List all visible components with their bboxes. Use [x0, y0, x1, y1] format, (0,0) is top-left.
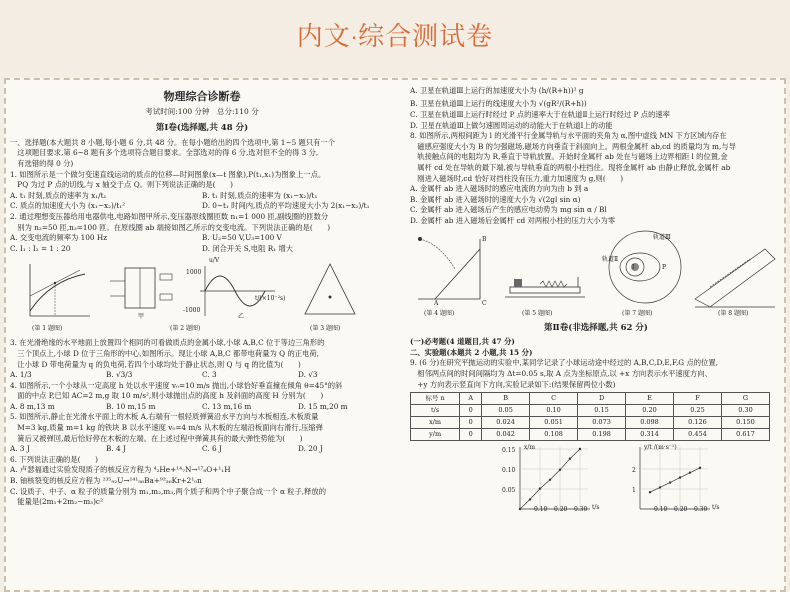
q1-options: [10, 191, 394, 202]
text-line: 属杆 cd 处在导轨的最下端,被与导轨垂直的两根小柱挡住。现将金属杆 ab 由静止释放,金属杆 ab: [410, 162, 731, 172]
option: D. √3: [298, 370, 318, 380]
table-cell: 0.098: [626, 417, 674, 429]
option: A. 8 m,13 m: [10, 401, 55, 411]
text-line: B. 铀核裂变的核反应方程为 ²³⁵₉₂U→¹⁴¹₅₆Ba+⁹²₃₆Kr+2¹₀n: [10, 476, 202, 486]
option: A. t₁ 时刻,质点的速率为 x₁/t₁: [10, 190, 107, 200]
fig-label: Ⅰ: [632, 263, 635, 271]
text-line: 轨接触点间的电阻均为 R,垂直于导轨放置。开始时金属杆 ab 处在与磁场上边界相距 l 的位置,金: [410, 152, 728, 162]
paper-title: 物理综合诊断卷: [163, 90, 241, 103]
graph2-xtick: 0.10: [654, 506, 668, 514]
table-header-cell: E: [626, 393, 674, 405]
fig-caption: (第 8 题图): [718, 309, 749, 317]
option: D. 0~t₁ 时间内,质点的平均速度大小为 2(x₁−x₂)/t₁: [202, 201, 370, 211]
table-cell: 0.051: [530, 417, 578, 429]
text-line: 这项题目要求,第 6~8 题有多个选项符合题目要求。全部选对的得 6 分,选对但不全的得 3 分,: [10, 148, 319, 158]
q1-options-2: [10, 201, 394, 212]
text-line: 簧后又被弹回,最后恰好停在木板的左端。在上述过程中弹簧具有的最大弹性势能为( ): [10, 433, 303, 443]
graph2-point: [679, 476, 681, 478]
text-line: PQ 为过 P 点的切线,与 x 轴交于点 Q。则下列说法正确的是( ): [10, 180, 233, 190]
table-cell: 0.126: [674, 417, 722, 429]
fig-label: 轨道Ⅱ: [602, 255, 619, 263]
graph1-xtick: 0.20: [554, 506, 568, 514]
right-column: [410, 84, 782, 515]
fig-label: 乙: [238, 313, 245, 321]
fig-caption: (第 2 题图): [170, 325, 201, 333]
table-header-cell: 标号 n: [411, 393, 460, 405]
q5-options: [10, 444, 394, 455]
text-line: A. 卢瑟福通过实验发现质子的核反应方程为 ⁴₂He+¹⁴₇N→¹⁷₈O+¹₁H: [10, 465, 231, 475]
table-cell: 0: [460, 417, 482, 429]
text-line: 磁感应强度大小为 B 的匀强磁场,磁场方向垂直于斜面向上。两根金属杆 ab,cd 的质量均为 m,与导: [410, 141, 736, 151]
fig-caption: (第 4 题图): [424, 309, 455, 317]
text-line: 2. 通过理想变压器给用电器供电,电路如图甲所示,变压器原线圈匝数 n₁=1 000 匝,副线圈的匝数分: [10, 211, 329, 221]
graph2-point: [669, 481, 671, 483]
option: C. 13 m,16 m: [202, 401, 252, 411]
graph1-point: [579, 448, 581, 450]
option: B. √3/3: [106, 370, 133, 380]
table-cell: 0.30: [721, 405, 769, 417]
table-header-cell: C: [530, 393, 578, 405]
table-header-cell: D: [578, 393, 626, 405]
title-main: 内文: [296, 22, 351, 52]
option: D. 20 J: [298, 444, 323, 454]
table-cell: 0: [460, 429, 482, 441]
fig-label: A: [434, 299, 439, 307]
table-row: [411, 405, 770, 417]
table-row: [411, 429, 770, 441]
graph2-point: [659, 486, 661, 488]
graph1-point: [539, 487, 541, 489]
graph1-point: [519, 508, 521, 510]
text-line: 3. 在光滑绝缘的水平地面上放置四个相同的可看做质点的金属小球,小球 A,B,C 位于等边三角形的: [10, 338, 325, 348]
text-line: 刚进入磁场时,cd 恰好对挡柱没有压力,重力加速度为 g,则( ): [410, 173, 624, 183]
graph1-xtick: 0.10: [534, 506, 548, 514]
data-table: [410, 392, 770, 441]
table-cell: 0.15: [578, 405, 626, 417]
text-line: 8. 如图所示,两根间距为 l 的光滑平行金属导轨与水平面的夹角为 α,图中虚线 MN 下方区域内存在: [410, 131, 727, 141]
graph1-xtick: 0.30: [574, 506, 588, 514]
option: C. 金属杆 ab 进入磁场后产生的感应电动势为 mg sin α / Bl: [410, 205, 607, 215]
title-sep: ·: [350, 26, 359, 50]
option: D. 闭合开关 S,电阻 R₁ 增大: [202, 243, 294, 253]
table-cell: 0.198: [578, 429, 626, 441]
text-line: 面的中点 P,已知 AC=2 m,g 取 10 m/s²,则小球抛出点的高度 h 及斜面的高度 H 分别为( ): [10, 391, 324, 401]
fig-label: 1000: [186, 269, 202, 277]
graph2-line: [650, 468, 700, 492]
q3-options: [10, 370, 394, 381]
table-header-cell: A: [460, 393, 482, 405]
part1-title: 第Ⅰ卷(选择题,共 48 分): [155, 123, 249, 134]
graph1-ytick: 0.05: [502, 487, 516, 495]
option: B. 10 m,15 m: [106, 401, 156, 411]
option: D. 15 m,20 m: [298, 401, 348, 411]
graph1-point: [549, 479, 551, 481]
table-cell: 0.454: [674, 429, 722, 441]
text-line: 让小球 D 带电荷量为 q 的负电荷,若四个小球均处于静止状态,则 Q 与 q 的比值为( ): [10, 359, 301, 369]
q2-options: [10, 233, 394, 244]
option: B. U₂=50 V,U₃=100 V: [202, 233, 282, 243]
option: A. 3 J: [10, 444, 30, 454]
option: D. 金属杆 ab 进入磁场后金属杆 cd 对两根小柱的压力大小为零: [410, 215, 616, 225]
option: C. 3: [202, 370, 217, 380]
table-row: [411, 417, 770, 429]
text-line: 1. 如图所示是一个做匀变速直线运动的质点的位移—时间图象(x—t 图象),P(t₁,x₁)为图象上一点。: [10, 169, 326, 179]
table-cell: 0.05: [482, 405, 530, 417]
option: B. 金属杆 ab 进入磁场时的速度大小为 √(2gl sin α): [410, 194, 581, 204]
option: C. 6 J: [202, 444, 222, 454]
title-sub: 综合测试卷: [358, 22, 494, 52]
option: B. 4 J: [106, 444, 126, 454]
table-cell: y/m: [411, 429, 460, 441]
fig-label: u/V: [209, 257, 220, 265]
graph2-ytick: 2: [632, 467, 636, 475]
header-banner: [0, 0, 790, 78]
text-line: 4. 如图所示,一个小球从一定高度 h 处以水平速度 v₀=10 m/s 抛出,小球恰好垂直撞在倾角 θ=45°的斜: [10, 380, 343, 390]
fig-caption: (第 7 题图): [622, 309, 653, 317]
text-line: 能量是(2m₁+2m₂−m₃)c²: [10, 497, 103, 507]
graphs-row: [410, 443, 782, 513]
fig-label: P: [662, 263, 667, 271]
text-line: M=3 kg,质量 m=1 kg 的铁块 B 以水平速度 v₀=4 m/s 从木板的左端沿板面向右滑行,压缩弹: [10, 423, 323, 433]
figures-row-left: [10, 256, 394, 336]
table-header-cell: G: [721, 393, 769, 405]
figures-row-right: [410, 229, 782, 321]
graph1-point: [569, 457, 571, 459]
table-cell: 0: [460, 405, 482, 417]
table-cell: t/s: [411, 405, 460, 417]
graph2-xtick: 0.30: [694, 506, 708, 514]
option: C. 质点的加速度大小为 (x₁−x₂)/t₁²: [10, 201, 126, 211]
text-line: 5. 如图所示,静止在光滑水平面上的木板 A,右端有一根轻质弹簧沿水平方向与木板相连,木板质量: [10, 412, 319, 422]
table-header-cell: F: [674, 393, 722, 405]
fig-caption: (第 3 题图): [310, 325, 341, 333]
graph2-point: [699, 467, 701, 469]
left-column: [10, 84, 394, 508]
text-line: 三个顶点上,小球 D 位于三角形的中心,如图所示。现让小球 A,B,C 都带电荷量为 Q 的正电荷,: [10, 348, 319, 358]
text-line: 相邻两点间的时间间隔均为 Δt=0.05 s,取 A 点为坐标原点,以 +x 方向表示水平速度方向、: [410, 368, 712, 378]
page-title: [0, 16, 790, 53]
fig-label: -1000: [183, 307, 201, 315]
text-line: 有选错的得 0 分): [10, 158, 74, 168]
graph1-ylabel: x/m: [524, 444, 536, 452]
text-line: +y 方向表示竖直向下方向,实验记录如下:(结果保留两位小数): [410, 379, 616, 389]
fig-label: 轨道Ⅲ: [653, 233, 671, 241]
graph2-ytick: 1: [632, 487, 636, 495]
table-cell: 0.150: [721, 417, 769, 429]
graph2-point: [689, 472, 691, 474]
fig-label: 甲: [138, 313, 145, 321]
option: A. 金属杆 ab 进入磁场时的感应电流的方向为由 b 到 a: [410, 184, 589, 194]
q4-options: [10, 402, 394, 413]
section-title: (一)必考题(4 道题目,共 47 分): [410, 337, 515, 347]
exam-paper: [4, 78, 786, 592]
option: A. 交变电流的频率为 100 Hz: [10, 233, 108, 243]
table-cell: 0.042: [482, 429, 530, 441]
option: C. I₁ : I₂ = 1 : 20: [10, 243, 71, 253]
table-cell: 0.25: [674, 405, 722, 417]
option: A. 卫星在轨道Ⅲ上运行的加速度大小为 (h/(R+h))² g: [410, 86, 584, 95]
table-cell: 0.10: [530, 405, 578, 417]
figure-graphics: [410, 229, 782, 321]
text-line: 一、选择题(本大题共 8 小题,每小题 6 分,共 48 分。在每小题给出的四个选项中,第 1~5 题只有一个: [10, 137, 336, 147]
option: D. 卫星在轨道Ⅲ上做匀速圆周运动的动能大于在轨道Ⅰ上的动能: [410, 120, 613, 130]
option: C. 卫星在轨道Ⅲ上运行时经过 P 点的速率大于在轨道Ⅱ上运行时经过 P 点的速率: [410, 110, 670, 119]
graph1-ytick: 0.10: [502, 467, 516, 475]
table-cell: 0.617: [721, 429, 769, 441]
fig-caption: (第 5 题图): [522, 309, 553, 317]
exam-info: 考试时间:100 分钟 总分:110 分: [145, 106, 259, 116]
graph1-ytick: 0.15: [502, 447, 516, 455]
table-cell: x/m: [411, 417, 460, 429]
text-line: C. 设质子、中子、α 粒子的质量分别为 m₁,m₂,m₃,两个质子和两个中子聚合成一个 α 粒子,释放的: [10, 486, 326, 496]
graph1-xlabel: t/s: [592, 504, 600, 512]
graph2-xtick: 0.20: [674, 506, 688, 514]
table-cell: 0.20: [626, 405, 674, 417]
option: B. 卫星在轨道Ⅲ上运行的线速度大小为 √(gR²/(R+h)): [410, 99, 587, 108]
table-cell: 0.073: [578, 417, 626, 429]
q2-options-2: [10, 244, 394, 255]
table-cell: 0.108: [530, 429, 578, 441]
text-line: 别为 n₂=50 匝,n₃=100 匝。在原线圈 ab 端接如图乙所示的交变电流。下列说法正确的是( ): [10, 222, 331, 232]
part2-title: 第Ⅱ卷(非选择题,共 62 分): [544, 322, 648, 333]
fig-caption: (第 1 题图): [32, 325, 63, 333]
graph2-point: [649, 491, 651, 493]
fig-label: C: [482, 299, 487, 307]
option: A. 1/3: [10, 370, 32, 380]
graph1-point: [559, 469, 561, 471]
fig-label: t/(×10⁻²s): [255, 295, 286, 303]
text-line: 6. 下列说法正确的是( ): [10, 454, 98, 464]
table-header-row: [411, 393, 770, 405]
graph2-xlabel: t/s: [712, 504, 720, 512]
fig-label: B: [482, 235, 487, 243]
graph2-ylabel: y/t /(m·s⁻¹): [644, 444, 677, 452]
text-line: 9. (6 分)在研究平抛运动的实验中,某同学记录了小球运动途中经过的 A,B,C,D,E,F,G 点的位置,: [410, 358, 718, 368]
option: B. t₁ 时刻,质点的速率为 (x₁−x₂)/t₁: [202, 190, 318, 200]
section-title: 二、实验题(本题共 2 小题,共 15 分): [410, 347, 533, 357]
table-cell: 0.314: [626, 429, 674, 441]
table-cell: 0.024: [482, 417, 530, 429]
graph1-point: [529, 498, 531, 500]
table-header-cell: B: [482, 393, 530, 405]
